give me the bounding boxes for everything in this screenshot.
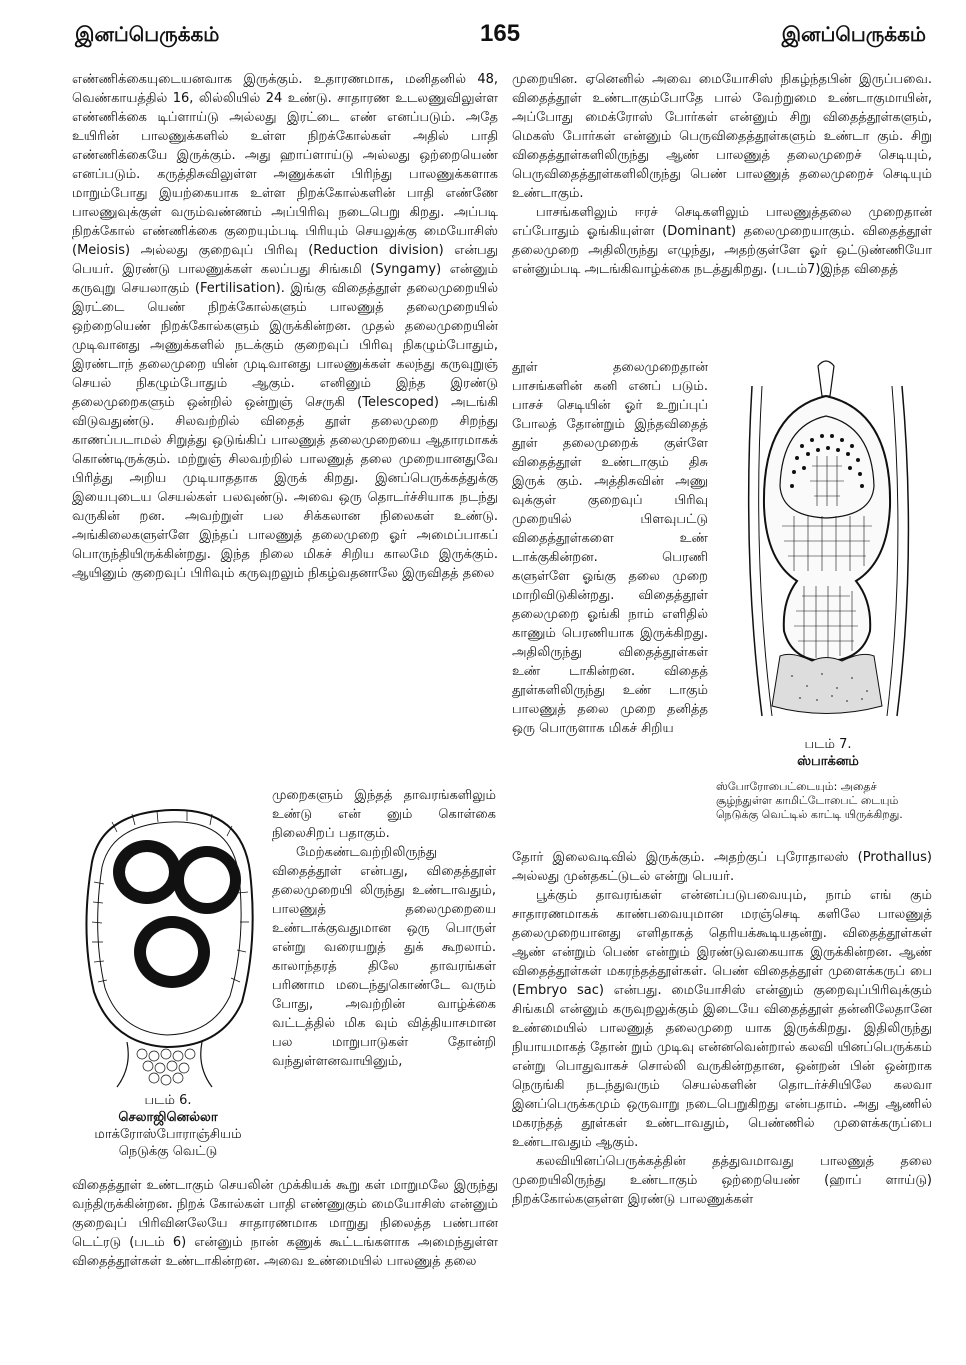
figure-6-title: செலாஜினெல்லா — [118, 1110, 218, 1125]
paragraph: தூள் தலைமுறைதான் பாசங்களின் கனி எனப் படும். பாசச் செடியின் ஓர் உறுப்புப் போலத் தோன்றும் இந்தவிதைத் தூள் தலைமுறைக் குள்ளே விதைத்தூள் உண்டாகும் திசு இருக் கும். அத்திசுவின் அணு வுக்குள் குறைவுப் பிரிவு முறையில் பிளவுபட்டு விதைத்தூள்களை உண் டாக்குகின்றன. பெரணி களுள்ளே ஓங்கு தலை முறை மாறிவிடுகின்றது. விதைத்தூள் தலைமுறை ஓங்கி நாம் எளிதில் காணும் பெரணியாக இருக்கிறது. அதிலிருந்து விதைத்தூள்கள் உண் டாகின்றன. விதைத் தூள்களிலிருந்து உண் டாகும் பாலணுத் தலை முறை தனித்த ஒரு பொருளாக மிகச் சிறிய — [512, 360, 708, 736]
figure-7-caption: ஸ்போரோபைட்டையும்: அதைச் சூழ்ந்துள்ள காமிட்டோபைட் டையும் நெடுக்கு வெட்டில் காட்டி யிருக்கிறது. — [716, 780, 903, 821]
figure-6 — [72, 792, 264, 1160]
sphagnum-illustration — [722, 356, 934, 736]
paragraph: தோர் இலைவடிவில் இருக்கும். அதற்குப் புரோதாலஸ் (Prothallus) அல்லது முன்தகட்டுடல் என்று பெயர். — [512, 850, 932, 884]
right-column-beside-figure — [512, 358, 708, 738]
paragraph: முறைகளும் இந்தத் தாவரங்களிலும் உண்டு என் னும் கொள்கை நிலைசிறப் பதாகும். — [272, 788, 496, 841]
figure-7-title: ஸ்பாக்னம் — [797, 754, 859, 769]
left-column-beside-figure — [272, 786, 496, 1071]
paragraph: எண்ணிக்கையுடையனவாக இருக்கும். உதாரணமாக, மனிதனில் 48, வெண்காயத்தில் 16, லில்லியில் 24 உண்டு. சாதாரண உடலணுவிலுள்ள எண்ணிக்கை டிப்ளாய்டு அல்லது இரட்டை எண் எனப்படும். அதே உயிரின் பாலணுக்களில் உள்ள நிறக்கோல்கள் அதில் பாதி எண்ணிக்கையே இருக்கும். அது ஹாப்ளாய்டு அல்லது ஒற்றையெண் எனப்படும். கருத்திசுவிலுள்ள அணுக்கள் பிரிந்து பாலணுக்களாக மாறும்போது இயற்கையாக உள்ள நிறக்கோல்களின் பாதி எண்ணே பாலணுவுக்குள் வரும்வண்ணம் அப்பிரிவு நடைபெறு கிறது. அப்படி நிறக்கோல் எண்ணிக்கை குறையும்படி பிரியும் செயலுக்கு மையோசிஸ் (Meiosis) அல்லது குறைவுப் பிரிவு (Reduction division) என்பது பெயர். இரண்டு பாலணுக்கள் கலப்பது சிங்கமி (Syngamy) என்னும் கருவுறு செயலாகும் (Fertilisation). இங்கு விதைத்தூள் தலைமுறையில் இரட்டை யெண் நிறக்கோல்களும் பாலணுத் தலைமுறையில் ஒற்றையெண் நிறக்கோல்களும் இருக்கின்றன. முதல் தலைமுறையின் முடிவானது அணுக்களில் நடக்கும் குறைவுப் பிரிவு நிகழும்போதும், இரண்டாந் தலைமுறை யின் முடிவானது பாலணுக்கள் கலந்து கருவுறுஞ் செயல் நிகழும்போதும் ஆகும். எனினும் இந்த இரண்டு தலைமுறைகளும் ஒன்றில் ஒன்றுஞ் செருகி (Telescoped) அடங்கி விடுவதுண்டு. சிலவற்றில் விதைத் தூள் தலைமுறை சிறந்து காணப்படாமல் சிறுத்து ஒடுங்கிப் பாலணுத் தலைமுறையை ஆதாரமாகக் கொண்டிருக்கும். மற்றுஞ் சிலவற்றில் பாலணுத் தலை முறையானதுவே பிரித்து அறிய முடியாததாக இருக் கிறது. இனப்பெருக்கத்துக்கு இயைபுடைய செயல்கள் பலவுண்டு. அவை ஒரு தொடர்ச்சியாக நடந்து வருகின் றன. அவற்றுள் பல சிக்கலான நிலைகள் உண்டு. அங்கிலைகளுள்ளே இந்தப் பாலணுத் தலைமுறை ஓர் அமைப்பாகப் பொருந்தியிருக்கின்றது. இந்த நிலை மிகச் சிறிய காலமே இருக்கும். ஆயினும் குறைவுப் பிரிவும் கருவுறலும் நிகழ்வதனாலே இருவிதத் தலை — [72, 72, 498, 581]
page-number: 165 — [480, 20, 521, 47]
selaginella-illustration — [72, 792, 264, 1092]
paragraph: முறையின. ஏனெனில் அவை மையோசிஸ் நிகழ்ந்தபின் இருப்பவை. விதைத்தூள் உண்டாகும்போதே பால் வேற்றுமை உண்டாகுமாயின், அப்போது மைக்ரோஸ் போர்கள் என்னும் சிறு விதைத்தூள்களும், மெகஸ் போர்கள் என்னும் பெருவிதைத்தூள்களும் உண்டா கும். சிறு விதைத்தூள்களிலிருந்து ஆண் பாலணுத் தலைமுறைச் செடியும், பெருவிதைத்தூள்களிலிருந்து பெண் பாலணுத் தலைமுறைச் செடியும் உண்டாகும். — [512, 72, 932, 201]
paragraph: பூக்கும் தாவரங்கள் என்னப்படுபவையும், நாம் எங் கும் சாதாரணமாகக் காண்பவையுமான மரஞ்செடி களிலே பாலணுத் தலைமுறையானது எளிதாகத் தெரியக்கூடியதன்று. விதைத்தூள்கள் ஆண் என்றும் பெண் என்றும் இரண்டுவகையாக இருக்கின்றன. ஆண் விதைத்தூள்கள் மகரந்தத்தூள்கள். பெண் விதைத்தூள் முளைக்கருப் பை (Embryo sac) என்பது. மையோசிஸ் என்னும் குறைவுப்பிரிவுக்கும் சிங்கமி என்னும் கருவுறலுக்கும் இடையே விதைத்தூள் தன்னிலேதானே உண்மையில் பாலணுத் தலைமுறை யாக இருக்கிறது. இதிலிருந்து நியாயமாகத் தோன் றும் முடிவு என்னவென்றால் கலவி யினப்பெருக்கம் என்று பொதுவாகச் சொல்லி வருகின்றதான, ஒன்றன் பின் ஒன்றாக நெருங்கி நடந்துவரும் செயல்களின் தொடர்ச்சியிலே கலவா இனப்பெருக்கமும் ஒருவாறு நடைபெறுகிறது என்பதாம். அது ஆணில் மகரந்தத் தூள்கள் உண்டாவதும், பெண்ணில் முளைக்கருப்பை உண்டாவதும் ஆகும். — [512, 888, 932, 1150]
figure-6-caption-line1: மாக்ரோஸ்போராஞ்சியம் — [94, 1127, 242, 1142]
paragraph: பாசங்களிலும் ஈரச் செடிகளிலும் பாலணுத்தலை முறைதான் எப்போதும் ஓங்கியுள்ள (Dominant) தலைமுறையாகும். விதைத்தூள் தலைமுறை அதிலிருந்து எழுந்து, அதற்குள்ளே ஓர் ஒட்டுண்ணியோ என்னும்படி அடங்கிவாழ்க்கை நடத்துகிறது. (படம்7)இந்த விதைத் — [512, 205, 932, 277]
header-right-title: இனப்பெருக்கம் — [781, 22, 926, 46]
left-column-bottom — [72, 1176, 498, 1271]
header-left-title: இனப்பெருக்கம் — [75, 22, 220, 46]
right-column-top — [512, 70, 932, 279]
figure-6-label: படம் 6. — [144, 1093, 192, 1108]
left-column-top — [72, 70, 498, 583]
figure-7 — [722, 356, 934, 770]
paragraph: விதைத்தூள் உண்டாகும் செயலின் முக்கியக் கூறு கள் மாறுமலே இருந்து வந்திருக்கின்றன. நிறக் கோல்கள் பாதி எண்ணுகும் மையோசிஸ் என்னும் குறைவுப் பிரிவினலேயே சாதாரணமாக மாறுது நிலைத்த பண்பான டெட்ரடு (படம் 6) என்னும் நான் கணுக் கூட்டங்களாக அமைந்துள்ள விதைத்தூள்கள் உண்டாகின்றன. அவை உண்மையில் பாலணுத் தலை — [72, 1178, 498, 1269]
right-column-bottom — [512, 848, 932, 1209]
figure-7-label: படம் 7. — [804, 737, 852, 752]
figure-6-caption-line2: நெடுக்கு வெட்டு — [118, 1144, 218, 1159]
running-head — [75, 22, 926, 56]
paragraph: மேற்கண்டவற்றிலிருந்து விதைத்தூள் என்பது, விதைத்தூள் தலைமுறையி லிருந்து உண்டாவதும், பாலணுத் தலைமுறையை உண்டாக்குவதுமான ஒரு பொருள் என்று வரையறுத் துக் கூறலாம். காலாந்தரத் திலே தாவரங்கள் பரிணாம மடைந்துகொண்டே வரும் போது, அவற்றின் வாழ்க்கை வட்டத்தில் மிக வும் வித்தியாசமான பல மாறுபாடுகள் தோன்றி வந்துள்ளனவாயினும், — [272, 845, 496, 1069]
paragraph: கலவியினப்பெருக்கத்தின் தத்துவமாவது பாலணுத் தலை முறையிலிருந்து உண்டாகும் ஒற்றையெண் (ஹாப் ளாய்டு) நிறக்கோல்களுள்ள இரண்டு பாலணுக்கள் — [512, 1154, 932, 1207]
